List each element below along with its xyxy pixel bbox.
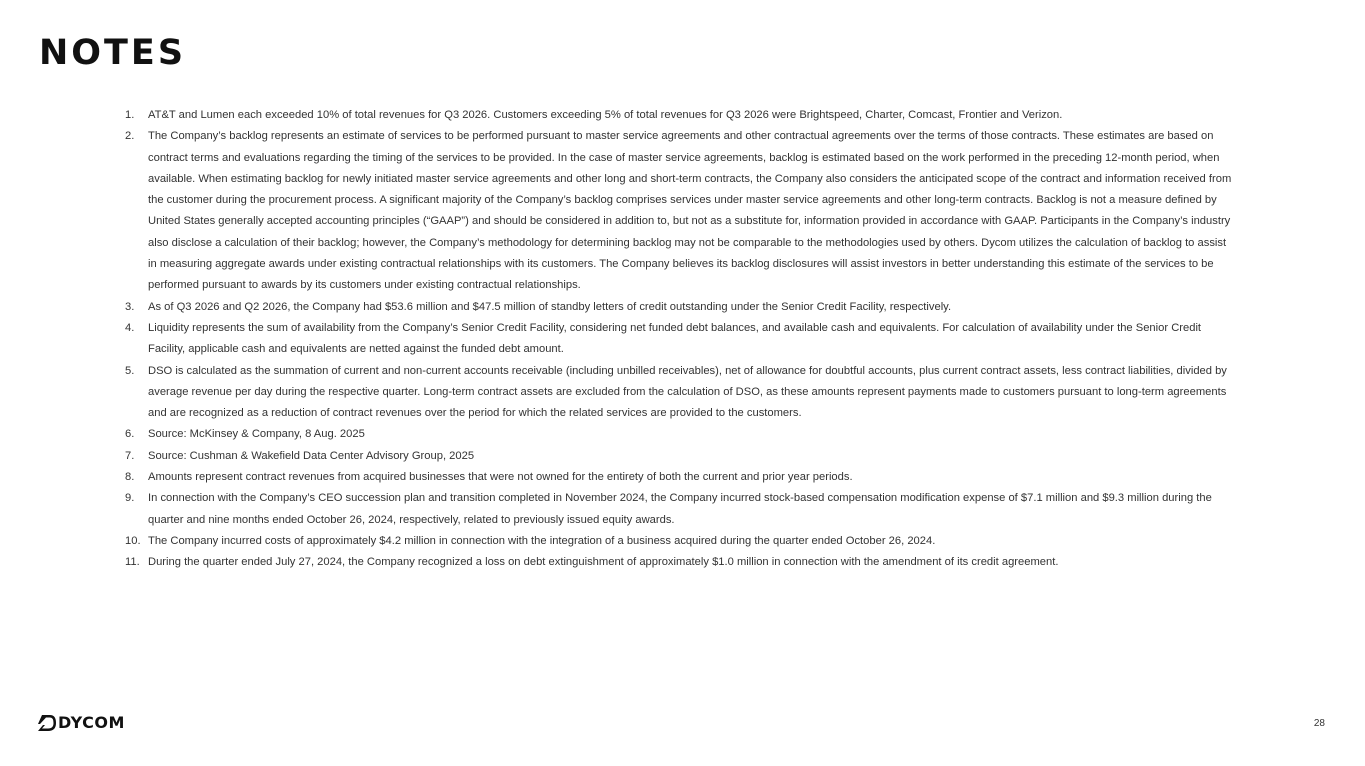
note-number: 8. (125, 471, 135, 484)
note-item-4 (125, 318, 1235, 361)
note-number: 5. (125, 364, 135, 377)
note-number: 11. (125, 556, 140, 569)
note-number: 1. (125, 109, 135, 121)
note-text: Liquidity represents the sum of availability from the Company’s Senior Credit Facility, considering net funded debt balances, and available cash and equivalents. For calculation of availability under the Senior Credit Facility, applicable cash and equivalents are netted against the funded debt amount. (148, 321, 1202, 356)
dycom-mark-icon (37, 713, 57, 733)
note-text: In connection with the Company’s CEO succession plan and transition completed in November 2024, the Company incurred stock-based compensation modification expense of $7.1 million and $9.3 million during the quarter and nine months ended October 26, 2024, respectively, related to previously issued equity awards. (148, 492, 1212, 526)
note-text: DSO is calculated as the summation of current and non-current accounts receivable (including unbilled receivables), net of allowance for doubtful accounts, plus current contract assets, less contract liabilities, divided by average revenue per day during the respective quarter. Long-term contract assets are excluded from the calculation of DSO, as these amounts represent payments made to customers pursuant to long-term agreements and are recognized as a reduction of contract revenues over the period for which the related services are provided to the customers. (148, 364, 1227, 420)
note-text: Amounts represent contract revenues from acquired businesses that were not owned for the entirety of both the current and prior year periods. (148, 471, 853, 484)
logo-wordmark: DYCOM (58, 713, 125, 732)
note-item-5 (125, 361, 1235, 425)
note-text: The Company’s backlog represents an estimate of services to be performed pursuant to master service agreements and other contractual agreements over the terms of those contracts. These estimates are based on contract terms and evaluations regarding the timing of the services to be provided. In the case of master service agreements, backlog is estimated based on the work performed in the preceding 12-month period, when available. When estimating backlog for newly initiated master service agreements and other long and short-term contracts, the Company also considers the anticipated scope of the contract and information received from the customer during the procurement process. A significant majority of the Company’s backlog comprises services under master service agreements and other long-term contracts. Backlog is not a measure defined by United States generally accepted accounting principles (“GAAP”) and should be considered in addition to, but not as a substitute for, information provided in accordance with GAAP. Participants in the Company’s industry also disclose a calculation of their backlog; however, the Company’s methodology for determining backlog may not be comparable to the methodologies used by others. Dycom utilizes the calculation of backlog to assist in measuring aggregate awards under existing contractual relationships with its customers. The Company believes its backlog disclosures will assist investors in better understanding this estimate of the services to be performed pursuant to awards by its customers under existing contractual relationships. (148, 130, 1232, 292)
note-number: 4. (125, 321, 135, 334)
note-text: AT&T and Lumen each exceeded 10% of total revenues for Q3 2026. Customers exceeding 5% of total revenues for Q3 2026 were Brightspeed, Charter, Comcast, Frontier and Verizon. (148, 109, 1063, 121)
note-item-7 (125, 446, 1235, 467)
note-item-3 (125, 297, 1235, 318)
note-number: 3. (125, 300, 135, 313)
note-item-10 (125, 531, 1235, 552)
note-number: 6. (125, 428, 135, 441)
note-text: Source: McKinsey & Company, 8 Aug. 2025 (148, 428, 365, 441)
note-text: During the quarter ended July 27, 2024, the Company recognized a loss on debt extinguishment of approximately $1.0 million in connection with the amendment of its credit agreement. (148, 556, 1059, 569)
note-item-8 (125, 467, 1235, 488)
note-number: 7. (125, 449, 135, 462)
note-item-1 (125, 105, 1235, 126)
note-number: 10. (125, 534, 141, 547)
notes-list (125, 105, 1235, 574)
page-number: 28 (1313, 718, 1325, 729)
note-number: 2. (125, 130, 135, 143)
note-item-6 (125, 424, 1235, 445)
note-text: As of Q3 2026 and Q2 2026, the Company had $53.6 million and $47.5 million of standby letters of credit outstanding under the Senior Credit Facility, respectively. (148, 300, 952, 313)
note-text: The Company incurred costs of approximately $4.2 million in connection with the integration of a business acquired during the quarter ended October 26, 2024. (148, 534, 936, 547)
dycom-logo (37, 711, 125, 735)
note-text: Source: Cushman & Wakefield Data Center Advisory Group, 2025 (148, 449, 475, 462)
page-title: NOTES (39, 33, 187, 73)
note-item-9 (125, 488, 1235, 531)
note-number: 9. (125, 492, 135, 505)
note-item-11 (125, 552, 1235, 573)
note-item-2 (125, 126, 1235, 296)
